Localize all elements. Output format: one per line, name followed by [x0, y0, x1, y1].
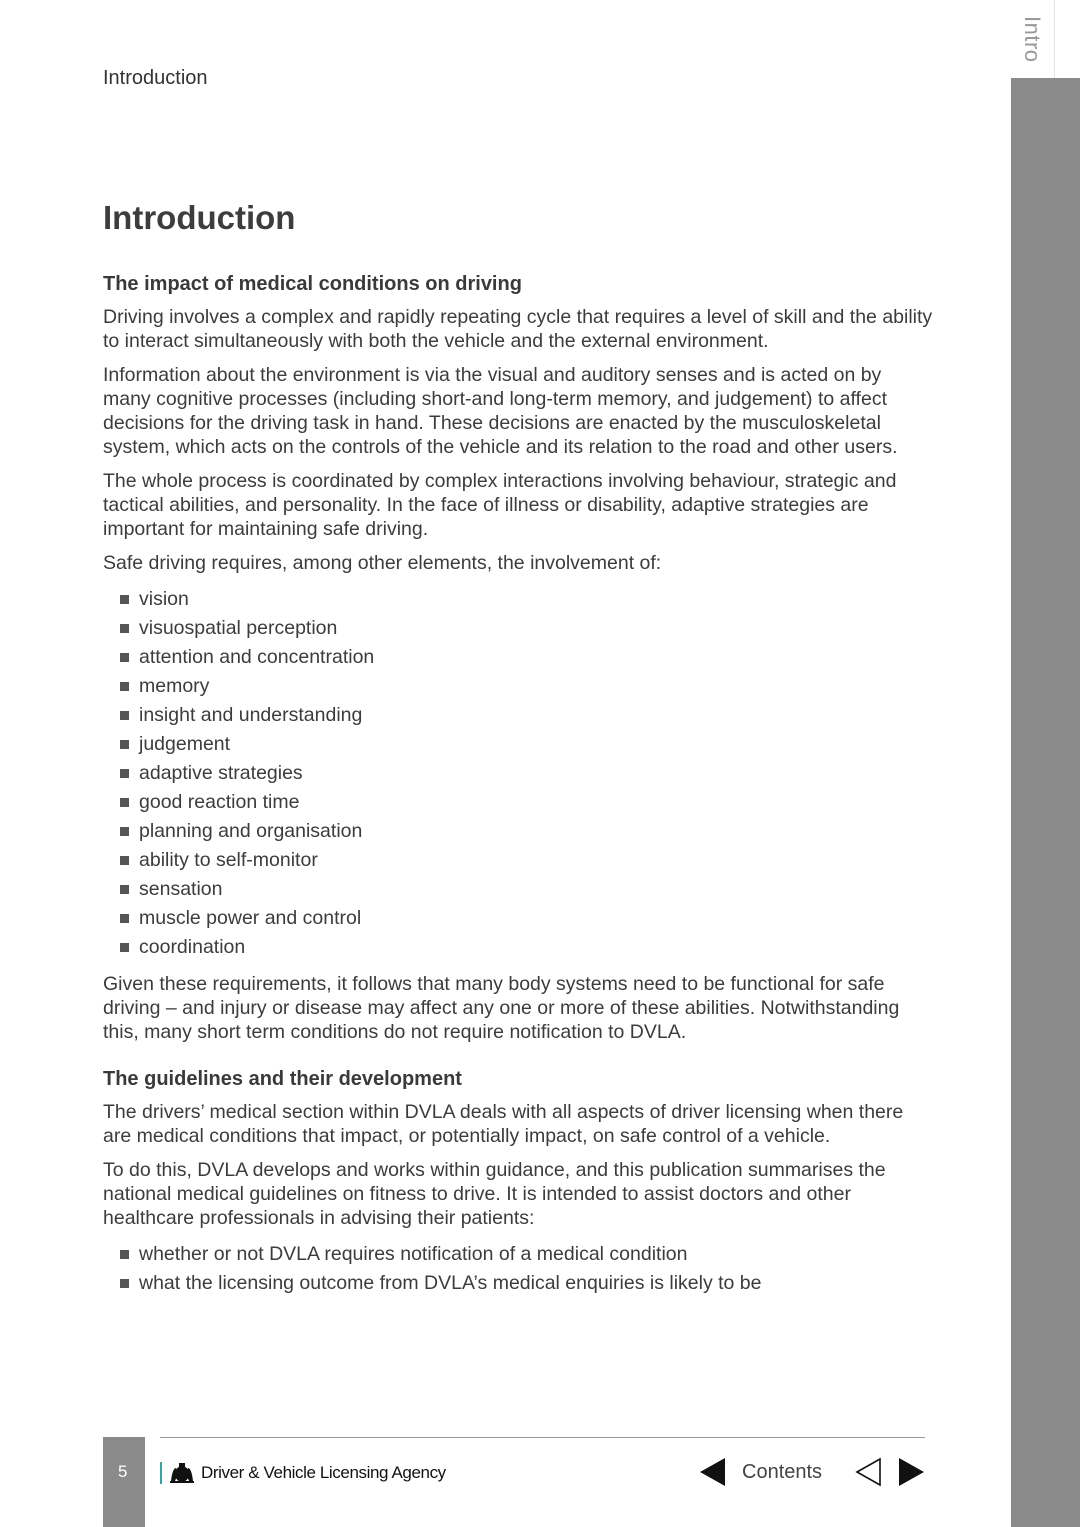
list-item-text: whether or not DVLA requires notification of a medical condition — [139, 1243, 688, 1265]
side-tab-bar — [1011, 78, 1080, 1527]
agency-name: Driver & Vehicle Licensing Agency — [201, 1463, 446, 1482]
next-page-arrow-icon[interactable] — [898, 1456, 926, 1488]
square-bullet-icon — [120, 740, 129, 749]
square-bullet-icon — [120, 856, 129, 865]
list-item — [120, 614, 933, 643]
square-bullet-icon — [120, 682, 129, 691]
paragraph: Information about the environment is via the visual and auditory senses and is acted on by many cognitive processes (including short-and long-term memory, and judgement) to affect decisions for the driving task in hand. These decisions are enacted by the musculoskeletal system, which acts on the controls of the vehicle and its relation to the road and other users. — [103, 364, 898, 458]
page-number: 5 — [118, 1462, 128, 1481]
square-bullet-icon — [120, 769, 129, 778]
page-navigation — [698, 1455, 926, 1489]
list-item — [120, 730, 933, 759]
paragraph: Driving involves a complex and rapidly repeating cycle that requires a level of skill and the ability to interact simultaneously with both the vehicle and the external environment. — [103, 306, 933, 352]
contents-back-arrow-icon[interactable] — [698, 1456, 726, 1488]
list-item — [120, 933, 933, 962]
list-item-text: good reaction time — [139, 791, 300, 813]
list-item-text: coordination — [139, 936, 246, 958]
list-item-text: ability to self-monitor — [139, 849, 318, 871]
square-bullet-icon — [120, 1250, 129, 1259]
paragraph: The whole process is coordinated by complex interactions involving behaviour, strategic and tactical abilities, and personality. In the face of illness or disability, adaptive strategies are important for maintaining safe driving. — [103, 470, 897, 540]
side-tab-label: Intro — [1020, 16, 1045, 63]
square-bullet-icon — [120, 595, 129, 604]
list-item — [120, 788, 933, 817]
agency-logo — [160, 1461, 446, 1485]
list-item — [120, 875, 933, 904]
list-item — [120, 1269, 933, 1298]
list-item-text: muscle power and control — [139, 907, 362, 929]
square-bullet-icon — [120, 798, 129, 807]
footer-divider — [160, 1437, 925, 1438]
list-item-text: vision — [139, 588, 189, 610]
square-bullet-icon — [120, 914, 129, 923]
square-bullet-icon — [120, 827, 129, 836]
list-item-text: insight and understanding — [139, 704, 363, 726]
logo-accent-bar — [160, 1462, 162, 1484]
list-item — [120, 759, 933, 788]
list-item-text: memory — [139, 675, 210, 697]
page-number-box — [103, 1437, 145, 1527]
previous-page-arrow-icon[interactable] — [854, 1456, 882, 1488]
list-item — [120, 701, 933, 730]
list-item — [120, 817, 933, 846]
list-item-text: planning and organisation — [139, 820, 363, 842]
section-heading-guidelines: The guidelines and their development — [103, 1068, 462, 1090]
list-item-text: judgement — [139, 733, 231, 755]
page-title: Introduction — [103, 199, 296, 236]
contents-link[interactable]: Contents — [742, 1460, 823, 1483]
paragraph: To do this, DVLA develops and works within guidance, and this publication summarises the national medical guidelines on fitness to drive. It is intended to assist doctors and other healthcare professionals in advising their patients: — [103, 1159, 886, 1229]
square-bullet-icon — [120, 653, 129, 662]
royal-crest-icon — [168, 1462, 196, 1484]
paragraph: Given these requirements, it follows that many body systems need to be functional for safe driving – and injury or disease may affect any one or more of these abilities. Notwithstanding this, many short term conditions do not require notification to DVLA. — [103, 973, 900, 1043]
list-item-text: visuospatial perception — [139, 617, 338, 639]
square-bullet-icon — [120, 711, 129, 720]
requirements-list — [103, 585, 933, 962]
list-item-text: what the licensing outcome from DVLA’s medical enquiries is likely to be — [139, 1272, 762, 1294]
paragraph: Safe driving requires, among other elements, the involvement of: — [103, 552, 662, 574]
list-item-text: attention and concentration — [139, 646, 375, 668]
list-item-text: adaptive strategies — [139, 762, 303, 784]
square-bullet-icon — [120, 624, 129, 633]
paragraph: The drivers’ medical section within DVLA deals with all aspects of driver licensing when there are medical conditions that impact, or potentially impact, on safe control of a vehicle. — [103, 1101, 904, 1147]
advice-list — [103, 1240, 933, 1298]
square-bullet-icon — [120, 885, 129, 894]
square-bullet-icon — [120, 943, 129, 952]
list-item — [120, 643, 933, 672]
list-item — [120, 846, 933, 875]
list-item-text: sensation — [139, 878, 223, 900]
list-item — [120, 672, 933, 701]
main-content — [103, 195, 933, 1308]
list-item — [120, 585, 933, 614]
section-heading-impact: The impact of medical conditions on driving — [103, 273, 522, 295]
running-head: Introduction — [103, 67, 208, 89]
list-item — [120, 904, 933, 933]
list-item — [120, 1240, 933, 1269]
square-bullet-icon — [120, 1279, 129, 1288]
